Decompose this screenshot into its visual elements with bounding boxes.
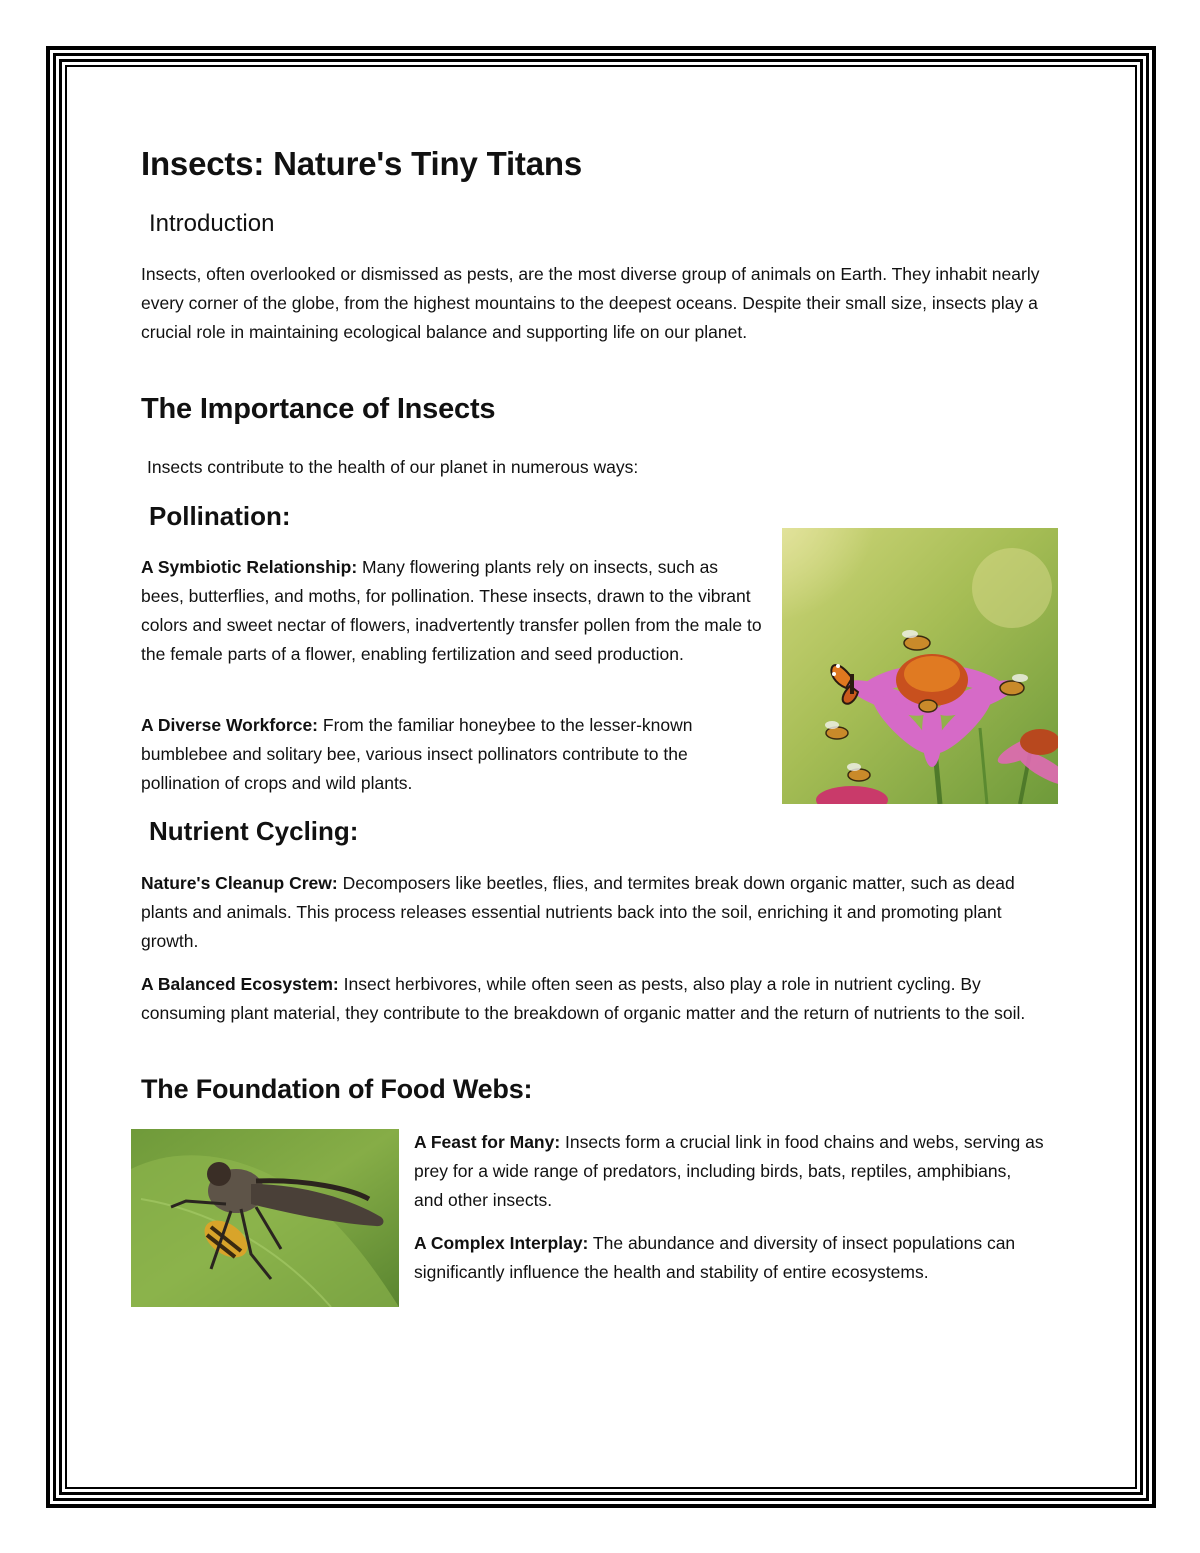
nutrient-item-text: Insect herbivores, while often seen as pests, also play a role in nutrient cycling. By consuming plant material, they contribute to the breakdown of organic matter and the return of nutrients to the soil. xyxy=(141,974,1026,1023)
food-web-item-label: A Feast for Many: xyxy=(414,1132,561,1152)
food-web-item-text: Insects form a crucial link in food chains and webs, serving as prey for a wide range of predators, including birds, bats, reptiles, amphibians, and other insects. xyxy=(414,1132,1044,1210)
food-web-item-label: A Complex Interplay: xyxy=(414,1233,589,1253)
pollination-item-label: A Diverse Workforce: xyxy=(141,715,319,735)
food-web-item xyxy=(414,1229,1054,1287)
pollination-heading: Pollination: xyxy=(149,501,291,531)
pollination-item xyxy=(141,553,763,669)
robber-fly-photo xyxy=(131,1129,399,1307)
food-web-item xyxy=(414,1128,1044,1215)
introduction-heading: Introduction xyxy=(149,210,275,237)
importance-lead: Insects contribute to the health of our planet in numerous ways: xyxy=(147,457,639,477)
food-webs-heading: The Foundation of Food Webs: xyxy=(141,1074,533,1104)
pollination-item xyxy=(141,711,763,798)
pollination-item-text: From the familiar honeybee to the lesser-known bumblebee and solitary bee, various insect pollinators contribute to the pollination of crops and wild plants. xyxy=(141,715,693,793)
nutrient-item-label: Nature's Cleanup Crew: xyxy=(141,873,338,893)
nutrient-item-text: Decomposers like beetles, flies, and termites break down organic matter, such as dead plants and animals. This process releases essential nutrients back into the soil, enriching it and promoting plant growth. xyxy=(141,873,1015,951)
pollination-item-label: A Symbiotic Relationship: xyxy=(141,557,358,577)
nutrient-item xyxy=(141,869,1046,956)
page-title: Insects: Nature's Tiny Titans xyxy=(141,145,582,182)
introduction-paragraph: Insects, often overlooked or dismissed as pests, are the most diverse group of animals on Earth. They inhabit nearly every corner of the globe, from the highest mountains to the deepest oceans. Despite their small size, insects play a crucial role in maintaining ecological balance and supporting life on our planet. xyxy=(141,264,1040,342)
food-web-item-text: The abundance and diversity of insect populations can significantly influence the health and stability of entire ecosystems. xyxy=(414,1233,1016,1282)
importance-heading: The Importance of Insects xyxy=(141,393,496,425)
nutrient-item xyxy=(141,970,1046,1028)
nutrient-item-label: A Balanced Ecosystem: xyxy=(141,974,339,994)
pollination-item-text: Many flowering plants rely on insects, such as bees, butterflies, and moths, for pollination. These insects, drawn to the vibrant colors and sweet nectar of flowers, inadvertently transfer pollen from the male to the female parts of a flower, enabling fertilization and seed production. xyxy=(141,557,762,664)
flower-bees-photo xyxy=(782,528,1058,804)
nutrient-cycling-heading: Nutrient Cycling: xyxy=(149,816,359,846)
